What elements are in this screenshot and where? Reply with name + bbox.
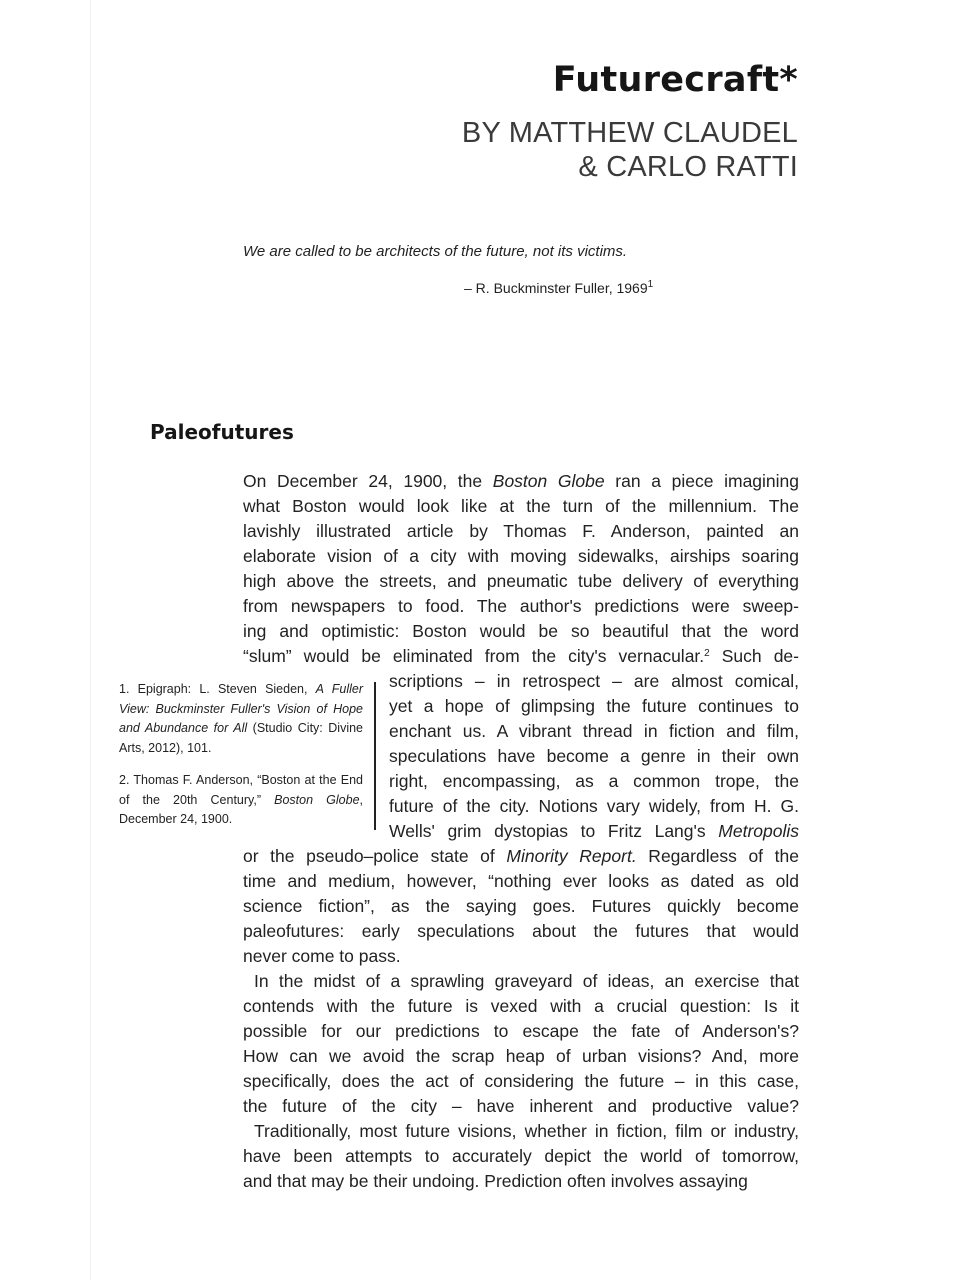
body-line: possible for our predictions to escape the fate of Anderson's? (243, 1021, 799, 1041)
body-line: time and medium, however, “nothing ever looks as dated as old (243, 871, 799, 891)
body-line: and that may be their undoing. Prediction often involves assaying (243, 1171, 748, 1191)
body-line: speculations have become a genre in their own (389, 746, 799, 766)
footnote-divider (374, 682, 376, 830)
section-heading: Paleofutures (150, 420, 294, 444)
byline-line-2: & CARLO RATTI (578, 151, 798, 183)
body-line: specifically, does the act of considering the future – in this case, (243, 1071, 799, 1091)
body-line: science fiction”, as the saying goes. Futures quickly become (243, 896, 799, 916)
byline (462, 116, 798, 184)
body-line: never come to pass. (243, 946, 401, 966)
body-line: from newspapers to food. The author's predictions were sweep- (243, 596, 799, 616)
footnote-1: 1. Epigraph: L. Steven Sieden, A Fuller View: Buckminster Fuller's Vision of Hope and Abundance for All (Studio City: Divine Arts, 2012), 101. (119, 682, 363, 755)
footnote-2: 2. Thomas F. Anderson, “Boston at the End of the 20th Century,” Boston Globe, December 24, 1900. (119, 773, 364, 826)
body-line: “slum” would be eliminated from the city's vernacular.$^2$ Such de- (243, 646, 799, 666)
body-line: Traditionally, most future visions, whether in fiction, film or industry, (254, 1121, 799, 1141)
body-line: yet a hope of glimpsing the future continues to (389, 696, 799, 716)
body-line: have been attempts to accurately depict the world of tomorrow, (243, 1146, 799, 1166)
body-line: right, encompassing, as a common trope, the (389, 771, 799, 791)
body-line: How can we avoid the scrap heap of urban visions? And, more (243, 1046, 799, 1066)
body-line: enchant us. A vibrant thread in fiction and film, (389, 721, 799, 741)
body-line: high above the streets, and pneumatic tube delivery of everything (243, 571, 799, 591)
body-line: future of the city. Notions vary widely, from H. G. (389, 796, 799, 816)
body-line: contends with the future is vexed with a crucial question: Is it (243, 996, 799, 1016)
epigraph-quote: We are called to be architects of the future, not its victims. (243, 243, 628, 260)
body-line: paleofutures: early speculations about the futures that would (243, 921, 799, 941)
body-line: the future of the city – have inherent and productive value? (243, 1096, 799, 1116)
body-line: In the midst of a sprawling graveyard of ideas, an exercise that (254, 971, 799, 991)
epigraph-attribution: – R. Buckminster Fuller, 1969$^1$ (464, 279, 654, 296)
byline-line-1: BY MATTHEW CLAUDEL (461, 117, 798, 149)
body-line: what Boston would look like at the turn of the millennium. The (243, 496, 799, 516)
body-line: elaborate vision of a city with moving sidewalks, airships soaring (243, 546, 799, 566)
body-line: lavishly illustrated article by Thomas F. Anderson, painted an (243, 521, 799, 541)
body-line: or the pseudo–police state of Minority Report. Regardless of the (243, 846, 799, 866)
body-line: On December 24, 1900, the Boston Globe ran a piece imagining (243, 471, 800, 491)
footnotes (119, 680, 363, 843)
body-line: scriptions – in retrospect – are almost comical, (389, 671, 799, 691)
body-line: ing and optimistic: Boston would be so beautiful that the word (243, 621, 799, 641)
article-title: Futurecraft* (552, 60, 798, 100)
body-line: Wells' grim dystopias to Fritz Lang's Metropolis (389, 821, 799, 841)
